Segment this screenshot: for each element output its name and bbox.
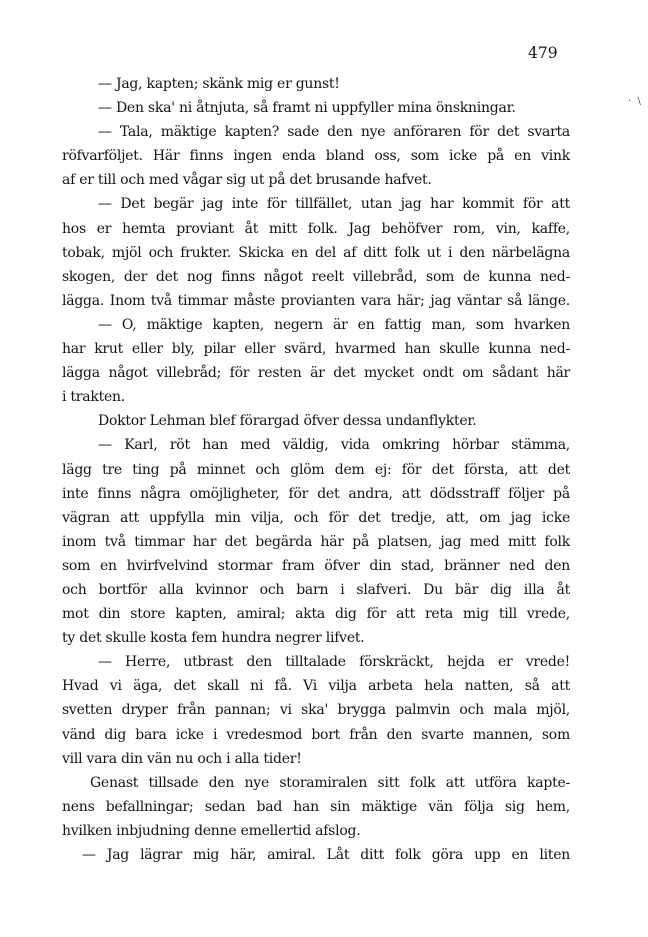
text-line: mot din store kapten, amiral; akta dig för att reta mig till vrede, — [62, 606, 570, 623]
text-line: — O, mäktige kapten, negern är en fattig man, som hvarken — [98, 316, 570, 333]
text-line: lägga något villebråd; för resten är det mycket ondt om sådant här — [62, 365, 570, 382]
text-line: inte finns några omöjligheter, för det andra, att dödsstraff följer på — [62, 485, 570, 502]
text-line: nens befallningar; sedan bad han sin mäktige vän följa sig hem, — [62, 798, 570, 815]
text-line: och bortför alla kvinnor och barn i slafveri. Du bär dig illa åt — [62, 581, 570, 598]
text-line: inom två timmar har det begärda här på platsen, jag med mitt folk — [62, 533, 570, 550]
text-line: röfvarföljet. Här finns ingen enda bland oss, som icke på en vink — [62, 148, 570, 165]
text-line: hvilken inbjudning denne emellertid afslog. — [62, 822, 361, 839]
text-line: tobak, mjöl och frukter. Skicka en del af ditt folk ut i den närbelägna — [62, 244, 570, 261]
text-line: i trakten. — [62, 389, 125, 406]
text-line: — Herre, utbrast den tilltalade förskräckt, hejda er vrede! — [98, 654, 570, 671]
text-line: svetten dryper från pannan; vi ska' brygga palmvin och mala mjöl, — [62, 702, 570, 719]
text-line: Genast tillsade den nye storamiralen sitt folk att utföra kapte- — [90, 774, 570, 791]
text-line: vill vara din vän nu och i alla tider! — [62, 750, 302, 767]
text-line: — Tala, mäktige kapten? sade den nye anföraren för det svarta — [98, 124, 570, 141]
text-line: — Den ska' ni åtnjuta, så framt ni uppfyller mina önskningar. — [98, 100, 516, 117]
text-line: — Det begär jag inte för tillfället, utan jag har kommit för att — [98, 196, 570, 213]
text-line: — Karl, röt han med väldig, vida omkring hörbar stämma, — [98, 437, 570, 454]
text-line: som en hvirfvelvind stormar fram öfver din stad, bränner ned den — [62, 557, 570, 574]
text-line: hos er hemta proviant åt mitt folk. Jag behöfver rom, vin, kaffe, — [62, 220, 570, 237]
text-line: — Jag lägrar mig här, amiral. Låt ditt folk göra upp en liten — [82, 847, 570, 863]
text-line: har krut eller bly, pilar eller svärd, hvarmed han skulle kunna ned- — [62, 341, 570, 358]
body-text — [62, 72, 570, 867]
text-line: Hvad vi äga, det skall ni få. Vi vilja arbeta hela natten, så att — [62, 678, 570, 695]
page-number: 479 — [528, 44, 558, 62]
text-line: af er till och med vågar sig ut på det brusande hafvet. — [62, 172, 432, 189]
text-line: Doktor Lehman blef förargad öfver dessa undanflykter. — [98, 413, 477, 430]
text-line: ty det skulle kosta fem hundra negrer lifvet. — [62, 630, 365, 647]
edge-mark-right: · \ — [628, 96, 641, 107]
text-line: lägg tre ting på minnet och glöm dem ej: för det första, att det — [62, 461, 570, 478]
text-line: lägga. Inom två timmar måste provianten vara här; jag väntar så länge. — [62, 292, 570, 309]
text-line: — Jag, kapten; skänk mig er gunst! — [98, 76, 340, 92]
text-line: vägran att uppfylla min vilja, och för det tredje, att, om jag icke — [62, 509, 570, 526]
text-line: skogen, der det nog finns något reelt villebråd, som de kunna ned- — [62, 268, 570, 285]
text-line: vänd dig bara icke i vredesmod bort från den svarte mannen, som — [62, 726, 570, 743]
